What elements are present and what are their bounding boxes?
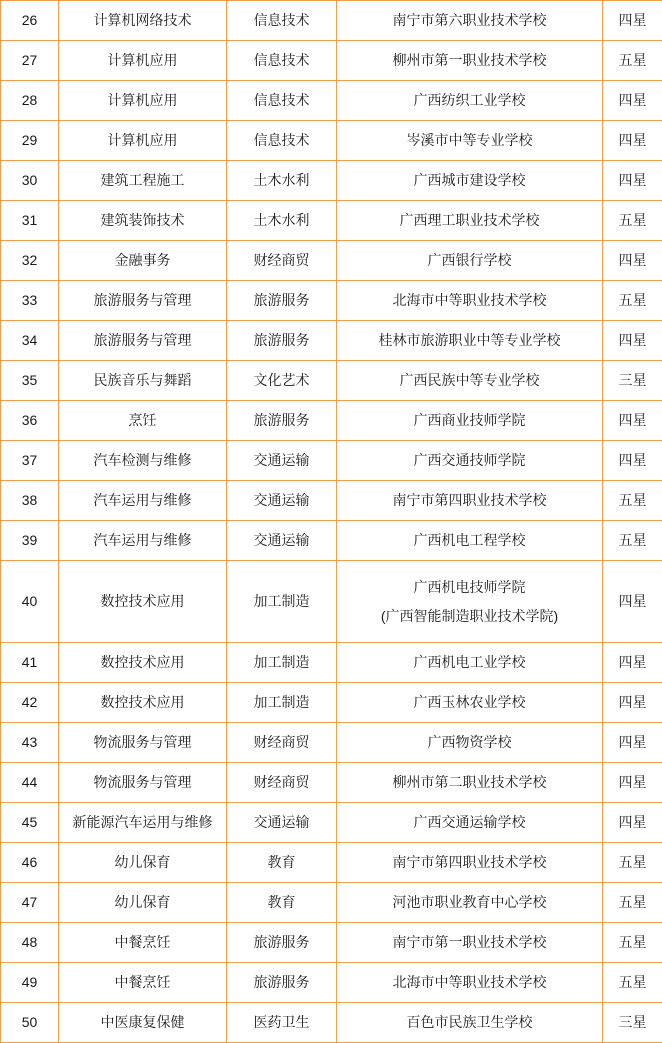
star-rating-cell: 五星	[603, 41, 662, 81]
major-name-cell: 数控技术应用	[59, 643, 227, 683]
school-name-cell: 岑溪市中等专业学校	[337, 121, 603, 161]
major-category-cell: 旅游服务	[227, 963, 337, 1003]
table-row	[1, 481, 662, 521]
row-index-cell: 50	[1, 1003, 59, 1043]
star-rating-cell: 四星	[603, 241, 662, 281]
star-rating-cell: 三星	[603, 361, 662, 401]
school-name-cell: 百色市民族卫生学校	[337, 1003, 603, 1043]
major-category-cell: 加工制造	[227, 643, 337, 683]
table-row	[1, 161, 662, 201]
major-name-cell: 汽车运用与维修	[59, 521, 227, 561]
row-index-cell: 34	[1, 321, 59, 361]
school-name-cell: 广西机电工业学校	[337, 643, 603, 683]
school-name-secondary: (广西智能制造职业技术学院)	[339, 607, 600, 626]
school-name-cell: 广西银行学校	[337, 241, 603, 281]
major-name-cell: 旅游服务与管理	[59, 321, 227, 361]
star-rating-cell: 三星	[603, 1003, 662, 1043]
table-row	[1, 763, 662, 803]
school-name-cell: 南宁市第四职业技术学校	[337, 481, 603, 521]
row-index-cell: 37	[1, 441, 59, 481]
table-row	[1, 561, 662, 643]
major-name-cell: 旅游服务与管理	[59, 281, 227, 321]
row-index-cell: 47	[1, 883, 59, 923]
school-name-cell: 南宁市第一职业技术学校	[337, 923, 603, 963]
school-name-cell: 广西玉林农业学校	[337, 683, 603, 723]
major-name-cell: 幼儿保育	[59, 883, 227, 923]
star-rating-cell: 五星	[603, 963, 662, 1003]
star-rating-cell: 四星	[603, 441, 662, 481]
school-name-cell: 南宁市第六职业技术学校	[337, 1, 603, 41]
star-rating-cell: 四星	[603, 763, 662, 803]
row-index-cell: 45	[1, 803, 59, 843]
star-rating-cell: 四星	[603, 161, 662, 201]
row-index-cell: 41	[1, 643, 59, 683]
row-index-cell: 38	[1, 481, 59, 521]
table-row	[1, 723, 662, 763]
row-index-cell: 30	[1, 161, 59, 201]
major-name-cell: 数控技术应用	[59, 561, 227, 643]
row-index-cell: 31	[1, 201, 59, 241]
row-index-cell: 44	[1, 763, 59, 803]
row-index-cell: 49	[1, 963, 59, 1003]
school-name-cell: 北海市中等职业技术学校	[337, 281, 603, 321]
school-name-cell: 广西商业技师学院	[337, 401, 603, 441]
major-name-cell: 建筑装饰技术	[59, 201, 227, 241]
table-row	[1, 121, 662, 161]
major-name-cell: 计算机网络技术	[59, 1, 227, 41]
row-index-cell: 43	[1, 723, 59, 763]
major-category-cell: 医药卫生	[227, 1003, 337, 1043]
school-name-primary: 广西机电技师学院	[339, 578, 600, 597]
major-category-cell: 旅游服务	[227, 281, 337, 321]
row-index-cell: 46	[1, 843, 59, 883]
major-name-cell: 建筑工程施工	[59, 161, 227, 201]
table-row	[1, 281, 662, 321]
row-index-cell: 39	[1, 521, 59, 561]
school-name-cell: 广西交通运输学校	[337, 803, 603, 843]
row-index-cell: 40	[1, 561, 59, 643]
major-category-cell: 旅游服务	[227, 321, 337, 361]
school-name-lines	[339, 578, 600, 626]
major-name-cell: 计算机应用	[59, 41, 227, 81]
major-category-cell: 加工制造	[227, 561, 337, 643]
table-body	[1, 1, 662, 1043]
school-name-cell: 柳州市第一职业技术学校	[337, 41, 603, 81]
table-row	[1, 803, 662, 843]
major-name-cell: 幼儿保育	[59, 843, 227, 883]
star-rating-cell: 四星	[603, 81, 662, 121]
table-row	[1, 81, 662, 121]
table-row	[1, 361, 662, 401]
major-category-cell: 文化艺术	[227, 361, 337, 401]
major-category-cell: 交通运输	[227, 803, 337, 843]
table-row	[1, 201, 662, 241]
row-index-cell: 48	[1, 923, 59, 963]
star-rating-cell: 四星	[603, 561, 662, 643]
table-row	[1, 963, 662, 1003]
major-category-cell: 交通运输	[227, 481, 337, 521]
major-name-cell: 中餐烹饪	[59, 923, 227, 963]
major-name-cell: 物流服务与管理	[59, 763, 227, 803]
school-name-cell: 广西城市建设学校	[337, 161, 603, 201]
row-index-cell: 35	[1, 361, 59, 401]
table-row	[1, 441, 662, 481]
table-row	[1, 521, 662, 561]
row-index-cell: 33	[1, 281, 59, 321]
row-index-cell: 27	[1, 41, 59, 81]
school-name-cell: 河池市职业教育中心学校	[337, 883, 603, 923]
major-name-cell: 中餐烹饪	[59, 963, 227, 1003]
major-category-cell: 财经商贸	[227, 763, 337, 803]
star-rating-cell: 四星	[603, 121, 662, 161]
table-row	[1, 41, 662, 81]
major-name-cell: 中医康复保健	[59, 1003, 227, 1043]
major-category-cell: 旅游服务	[227, 401, 337, 441]
school-name-cell: 南宁市第四职业技术学校	[337, 843, 603, 883]
major-category-cell: 财经商贸	[227, 241, 337, 281]
major-name-cell: 计算机应用	[59, 121, 227, 161]
row-index-cell: 28	[1, 81, 59, 121]
row-index-cell: 36	[1, 401, 59, 441]
major-category-cell: 信息技术	[227, 1, 337, 41]
table-row	[1, 401, 662, 441]
school-name-cell: 广西民族中等专业学校	[337, 361, 603, 401]
table-row	[1, 241, 662, 281]
star-rating-cell: 四星	[603, 803, 662, 843]
school-name-cell: 广西机电工程学校	[337, 521, 603, 561]
major-category-cell: 教育	[227, 843, 337, 883]
school-name-cell: 广西理工职业技术学校	[337, 201, 603, 241]
major-category-cell: 加工制造	[227, 683, 337, 723]
star-rating-cell: 五星	[603, 481, 662, 521]
table-row	[1, 1003, 662, 1043]
major-name-cell: 计算机应用	[59, 81, 227, 121]
school-name-cell	[337, 561, 603, 643]
table-row	[1, 843, 662, 883]
star-rating-cell: 四星	[603, 321, 662, 361]
table-row	[1, 683, 662, 723]
school-name-cell: 桂林市旅游职业中等专业学校	[337, 321, 603, 361]
major-name-cell: 汽车运用与维修	[59, 481, 227, 521]
major-name-cell: 金融事务	[59, 241, 227, 281]
star-rating-cell: 四星	[603, 401, 662, 441]
major-category-cell: 信息技术	[227, 41, 337, 81]
star-rating-cell: 五星	[603, 201, 662, 241]
major-name-cell: 物流服务与管理	[59, 723, 227, 763]
star-rating-cell: 五星	[603, 521, 662, 561]
major-name-cell: 民族音乐与舞蹈	[59, 361, 227, 401]
star-rating-cell: 四星	[603, 643, 662, 683]
star-rating-cell: 五星	[603, 923, 662, 963]
major-category-cell: 信息技术	[227, 121, 337, 161]
school-name-cell: 柳州市第二职业技术学校	[337, 763, 603, 803]
row-index-cell: 42	[1, 683, 59, 723]
table-row	[1, 883, 662, 923]
star-rating-cell: 五星	[603, 843, 662, 883]
star-rating-cell: 五星	[603, 883, 662, 923]
major-name-cell: 汽车检测与维修	[59, 441, 227, 481]
major-category-cell: 信息技术	[227, 81, 337, 121]
major-name-cell: 数控技术应用	[59, 683, 227, 723]
major-category-cell: 交通运输	[227, 521, 337, 561]
major-name-cell: 新能源汽车运用与维修	[59, 803, 227, 843]
star-rating-cell: 四星	[603, 1, 662, 41]
star-rating-cell: 四星	[603, 683, 662, 723]
school-name-cell: 北海市中等职业技术学校	[337, 963, 603, 1003]
row-index-cell: 32	[1, 241, 59, 281]
school-name-cell: 广西纺织工业学校	[337, 81, 603, 121]
major-category-cell: 土木水利	[227, 201, 337, 241]
table-row	[1, 643, 662, 683]
star-rating-cell: 四星	[603, 723, 662, 763]
table-row	[1, 1, 662, 41]
table-row	[1, 321, 662, 361]
row-index-cell: 26	[1, 1, 59, 41]
major-category-cell: 交通运输	[227, 441, 337, 481]
major-name-cell: 烹饪	[59, 401, 227, 441]
major-category-cell: 财经商贸	[227, 723, 337, 763]
major-category-cell: 土木水利	[227, 161, 337, 201]
major-category-cell: 教育	[227, 883, 337, 923]
row-index-cell: 29	[1, 121, 59, 161]
star-rating-cell: 五星	[603, 281, 662, 321]
table-row	[1, 923, 662, 963]
major-category-cell: 旅游服务	[227, 923, 337, 963]
school-name-cell: 广西交通技师学院	[337, 441, 603, 481]
school-name-cell: 广西物资学校	[337, 723, 603, 763]
